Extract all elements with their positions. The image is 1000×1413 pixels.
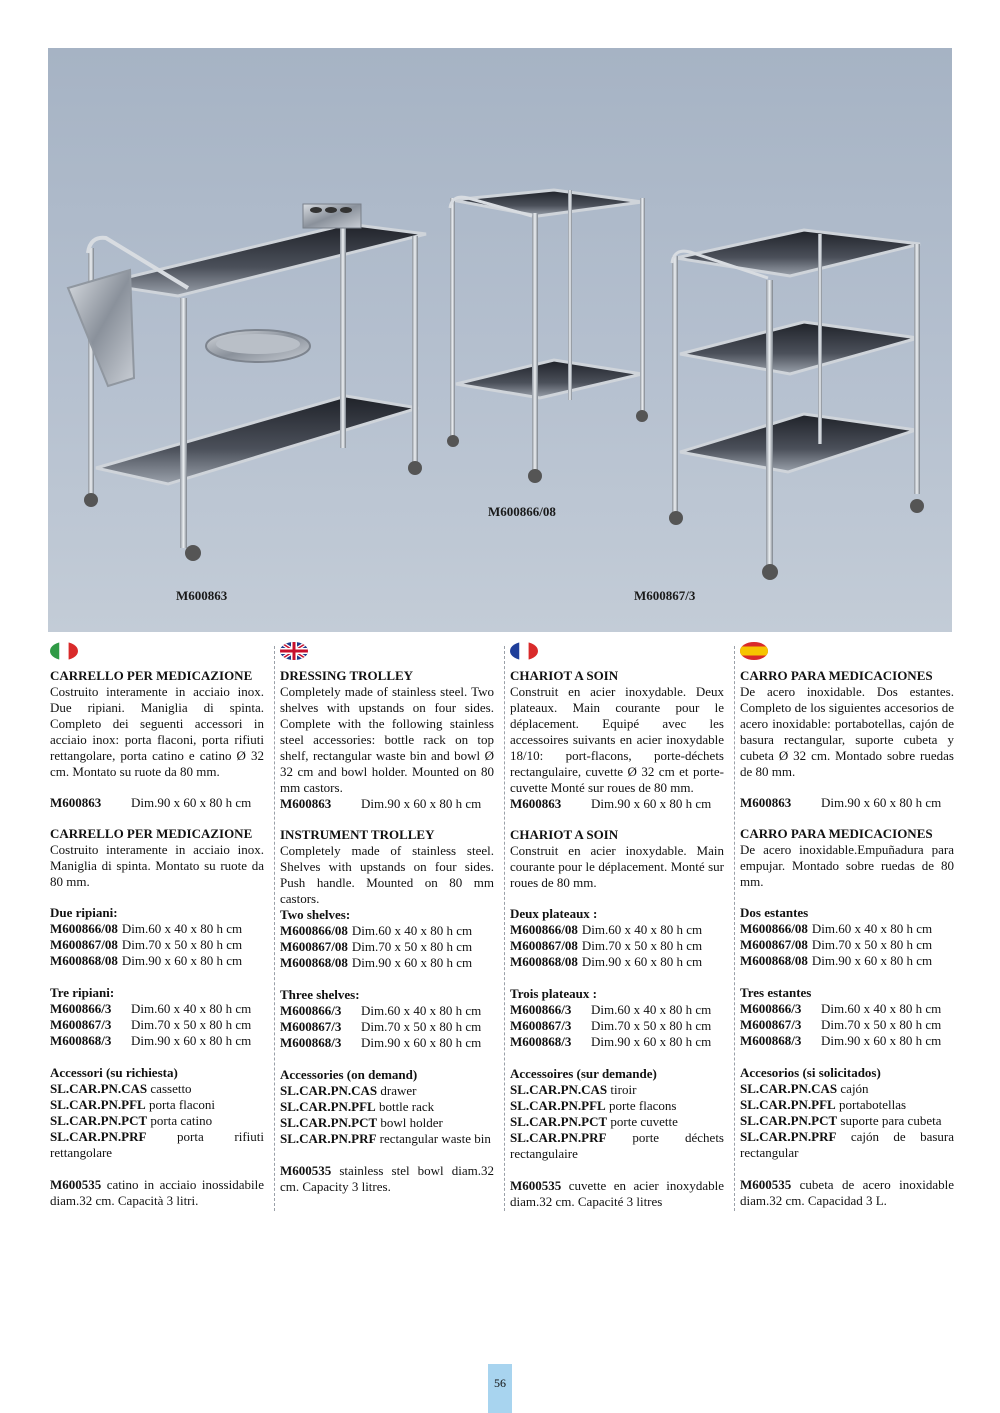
spacer <box>50 780 264 795</box>
product-row <box>280 939 494 955</box>
section-title: DRESSING TROLLEY <box>280 668 414 683</box>
column-french <box>510 642 724 1212</box>
product-row <box>510 938 724 954</box>
product-code: M600868/08 <box>50 953 118 968</box>
product-row <box>740 795 954 811</box>
product-code: M600867/3 <box>740 1017 802 1032</box>
accessory-item <box>50 1081 264 1097</box>
product-row <box>50 795 264 811</box>
product-dimensions: Dim.90 x 60 x 80 h cm <box>821 1033 942 1048</box>
accessory-item <box>280 1099 494 1115</box>
product-dimensions: Dim.90 x 60 x 80 h cm <box>361 1035 482 1050</box>
accessory-item <box>510 1098 724 1114</box>
accessory-code: SL.CAR.PN.CAS <box>510 1082 608 1097</box>
spacer <box>740 969 954 985</box>
section-title: CHARIOT A SOIN <box>510 668 619 683</box>
product-row <box>50 1001 264 1017</box>
product-code: M600863 <box>280 796 332 811</box>
bowl-code: M600535 <box>50 1177 102 1192</box>
bowl-text: cubeta de acero inoxidable diam.32 cm. Capacidad 3 L. <box>740 1177 954 1208</box>
section-title: CARRO PARA MEDICACIONES <box>740 668 933 683</box>
description: Construit en acier inoxydable. Main courante pour le déplacement. Monté sur roues de 80 mm. <box>510 843 724 890</box>
column-divider <box>734 646 735 1211</box>
product-row <box>740 1033 954 1049</box>
caption-right: M600867/3 <box>634 588 696 603</box>
product-dimensions: Dim.90 x 60 x 80 h cm <box>131 1033 252 1048</box>
bowl-item <box>510 1178 724 1210</box>
description: Costruito interamente in acciaio inox. Due ripiani. Maniglia di spinta. Completo dei seguenti accessori in acciaio inox: porta flaconi, porta rifiuti rettangolare, porta catino e catino Ø 32 cm. Montato su ruote da 80 mm. <box>50 684 264 779</box>
accessory-item <box>740 1113 954 1129</box>
product-code: M600868/3 <box>740 1033 802 1048</box>
group-label: Three shelves: <box>280 987 360 1002</box>
product-code: M600868/3 <box>510 1034 572 1049</box>
accessory-item <box>50 1097 264 1113</box>
accessory-code: SL.CAR.PN.PCT <box>280 1115 378 1130</box>
section-title: CARRO PARA MEDICACIONES <box>740 826 933 841</box>
column-italian <box>50 642 264 1212</box>
product-row <box>510 1002 724 1018</box>
trolleys-illustration <box>48 48 952 632</box>
spacer <box>50 811 264 826</box>
accessory-text: porte cuvette <box>610 1114 678 1129</box>
product-dimensions: Dim.70 x 50 x 80 h cm <box>811 937 933 952</box>
accessory-item <box>50 1113 264 1129</box>
spacer <box>50 1161 264 1177</box>
accessory-code: SL.CAR.PN.CAS <box>50 1081 148 1096</box>
product-dimensions: Dim.90 x 60 x 80 h cm <box>361 796 482 811</box>
accessory-item <box>510 1114 724 1130</box>
product-row <box>740 1001 954 1017</box>
product-row <box>510 954 724 970</box>
bowl-text: stainless stel bowl diam.32 cm. Capacity 3 litres. <box>280 1163 494 1194</box>
accessory-text: porte déchets rectangulaire <box>510 1130 724 1161</box>
spacer <box>280 1147 494 1163</box>
trolley-right <box>669 230 924 580</box>
product-row <box>280 1003 494 1019</box>
accessory-code: SL.CAR.PN.PRF <box>510 1130 607 1145</box>
product-row <box>280 955 494 971</box>
accessory-item <box>280 1115 494 1131</box>
accessory-text: bowl holder <box>380 1115 443 1130</box>
accessory-text: rectangular waste bin <box>379 1131 491 1146</box>
product-dimensions: Dim.90 x 60 x 80 h cm <box>581 954 703 969</box>
product-dimensions: Dim.90 x 60 x 80 h cm <box>121 953 243 968</box>
column-spanish <box>740 642 954 1212</box>
product-dimensions: Dim.90 x 60 x 80 h cm <box>821 795 942 810</box>
spacer <box>280 812 494 827</box>
product-code: M600866/08 <box>510 922 578 937</box>
italy-flag-icon <box>50 642 78 660</box>
accessory-item <box>50 1129 264 1161</box>
accessory-item <box>740 1081 954 1097</box>
bowl-text: cuvette en acier inoxydable diam.32 cm. Capacité 3 litres <box>510 1178 725 1209</box>
accessory-text: porte flacons <box>608 1098 677 1113</box>
product-dimensions: Dim.90 x 60 x 80 h cm <box>591 1034 712 1049</box>
spacer <box>280 1051 494 1067</box>
accessory-code: SL.CAR.PN.PRF <box>280 1131 377 1146</box>
product-row <box>50 1033 264 1049</box>
accessory-code: SL.CAR.PN.PCT <box>740 1113 838 1128</box>
caption-left: M600863 <box>176 588 228 603</box>
spacer <box>510 1162 724 1178</box>
product-code: M600867/08 <box>50 937 118 952</box>
product-dimensions: Dim.60 x 40 x 80 h cm <box>821 1001 942 1016</box>
product-code: M600867/3 <box>50 1017 112 1032</box>
description: Construit en acier inoxydable. Deux plateaux. Main courante pour le déplacement. Equipé avec les accessoires suivants en acier inoxydable 18/10: port-flacons, porte-déchets rectangulaire, cuvette Ø 32 cm et porte-cuvette Monté sur roues de 80 mm. <box>510 684 724 795</box>
spacer <box>280 971 494 987</box>
caption-middle: M600866/08 <box>488 504 556 519</box>
product-row <box>740 1017 954 1033</box>
product-code: M600867/08 <box>740 937 808 952</box>
page-number-box <box>488 1364 512 1413</box>
product-dimensions: Dim.90 x 60 x 80 h cm <box>591 796 712 811</box>
spacer <box>740 780 954 795</box>
group-label: Tre ripiani: <box>50 985 115 1000</box>
product-row <box>280 796 494 812</box>
group-label: Tres estantes <box>740 985 812 1000</box>
description: De acero inoxidable.Empuñadura para empujar. Montado sobre ruedas de 80 mm. <box>740 842 954 889</box>
product-code: M600868/08 <box>280 955 348 970</box>
product-dimensions: Dim.70 x 50 x 80 h cm <box>581 938 703 953</box>
accessory-item <box>280 1131 494 1147</box>
product-dimensions: Dim.90 x 60 x 80 h cm <box>131 795 252 810</box>
language-columns <box>48 642 952 1212</box>
bowl-code: M600535 <box>280 1163 332 1178</box>
product-dimensions: Dim.90 x 60 x 80 h cm <box>351 955 473 970</box>
product-dimensions: Dim.60 x 40 x 80 h cm <box>361 1003 482 1018</box>
product-code: M600868/3 <box>280 1035 342 1050</box>
product-dimensions: Dim.70 x 50 x 80 h cm <box>591 1018 712 1033</box>
accessory-code: SL.CAR.PN.CAS <box>740 1081 838 1096</box>
product-photo <box>48 48 952 632</box>
accessory-text: cajón de basura rectangular <box>740 1129 954 1160</box>
trolley-middle <box>447 190 648 483</box>
product-row <box>280 923 494 939</box>
product-code: M600867/3 <box>510 1018 572 1033</box>
section-title: CARRELLO PER MEDICAZIONE <box>50 668 253 683</box>
product-code: M600867/08 <box>510 938 578 953</box>
spacer <box>510 1050 724 1066</box>
accessory-text: porta rifiuti rettangolare <box>50 1129 264 1160</box>
description: De acero inoxidable. Dos estantes. Completo de los siguientes accesorios de acero inoxidable: portabotellas, cajón de basura rectangular, suporte cubeta y cubeta Ø 32 cm. Montado sobre ruedas de 80 mm. <box>740 684 954 779</box>
product-row <box>280 1035 494 1051</box>
product-code: M600867/3 <box>280 1019 342 1034</box>
product-row <box>740 953 954 969</box>
accessory-code: SL.CAR.PN.PRF <box>740 1129 837 1144</box>
product-code: M600866/3 <box>740 1001 802 1016</box>
accessory-code: SL.CAR.PN.CAS <box>280 1083 378 1098</box>
accessory-text: porta flaconi <box>148 1097 216 1112</box>
accessory-text: cassetto <box>150 1081 192 1096</box>
accessory-item <box>510 1130 724 1162</box>
bowl-code: M600535 <box>740 1177 792 1192</box>
accessory-code: SL.CAR.PN.PRF <box>50 1129 147 1144</box>
group-label: Deux plateaux : <box>510 906 598 921</box>
product-dimensions: Dim.60 x 40 x 80 h cm <box>131 1001 252 1016</box>
product-row <box>740 937 954 953</box>
spacer <box>740 811 954 826</box>
accessory-code: SL.CAR.PN.PFL <box>740 1097 836 1112</box>
product-row <box>510 922 724 938</box>
accessory-text: bottle rack <box>378 1099 435 1114</box>
spacer <box>50 969 264 985</box>
product-row <box>510 796 724 812</box>
product-row <box>510 1034 724 1050</box>
accessory-text: cajón <box>840 1081 869 1096</box>
column-english <box>280 642 494 1212</box>
accessory-code: SL.CAR.PN.PCT <box>50 1113 148 1128</box>
spacer <box>740 1049 954 1065</box>
uk-flag-icon <box>280 642 308 660</box>
spacer <box>510 970 724 986</box>
product-row <box>50 953 264 969</box>
product-dimensions: Dim.70 x 50 x 80 h cm <box>121 937 243 952</box>
product-dimensions: Dim.60 x 40 x 80 h cm <box>811 921 933 936</box>
column-divider <box>274 646 275 1211</box>
group-label: Accesorios (si solicitados) <box>740 1065 881 1080</box>
accessory-code: SL.CAR.PN.PFL <box>280 1099 376 1114</box>
product-code: M600867/08 <box>280 939 348 954</box>
product-row <box>280 1019 494 1035</box>
spacer <box>510 891 724 906</box>
accessory-code: SL.CAR.PN.PFL <box>510 1098 606 1113</box>
accessory-code: SL.CAR.PN.PFL <box>50 1097 146 1112</box>
spacer <box>740 890 954 905</box>
product-dimensions: Dim.60 x 40 x 80 h cm <box>351 923 473 938</box>
spacer <box>510 812 724 827</box>
product-dimensions: Dim.70 x 50 x 80 h cm <box>361 1019 482 1034</box>
product-row <box>740 921 954 937</box>
spacer <box>740 1161 954 1177</box>
product-code: M600863 <box>740 795 792 810</box>
accessory-text: portabotellas <box>838 1097 907 1112</box>
group-label: Due ripiani: <box>50 905 118 920</box>
group-label: Dos estantes <box>740 905 809 920</box>
group-label: Accessoires (sur demande) <box>510 1066 657 1081</box>
accessory-text: tiroir <box>610 1082 637 1097</box>
spacer <box>50 1049 264 1065</box>
column-divider <box>504 646 505 1211</box>
product-dimensions: Dim.70 x 50 x 80 h cm <box>821 1017 942 1032</box>
product-row <box>50 921 264 937</box>
product-code: M600866/08 <box>50 921 118 936</box>
group-label: Trois plateaux : <box>510 986 597 1001</box>
group-label: Accessories (on demand) <box>280 1067 418 1082</box>
product-row <box>50 1017 264 1033</box>
product-code: M600866/3 <box>510 1002 572 1017</box>
product-dimensions: Dim.60 x 40 x 80 h cm <box>121 921 243 936</box>
product-dimensions: Dim.70 x 50 x 80 h cm <box>351 939 473 954</box>
accessory-code: SL.CAR.PN.PCT <box>510 1114 608 1129</box>
group-label: Two shelves: <box>280 907 351 922</box>
accessory-item <box>740 1097 954 1113</box>
trolley-left <box>68 204 426 561</box>
accessory-text: drawer <box>380 1083 417 1098</box>
product-code: M600868/3 <box>50 1033 112 1048</box>
description: Costruito interamente in acciaio inox. Maniglia di spinta. Montato su ruote da 80 mm. <box>50 842 264 889</box>
group-label: Accessori (su richiesta) <box>50 1065 178 1080</box>
product-code: M600866/3 <box>280 1003 342 1018</box>
bowl-text: catino in acciaio inossidabile diam.32 cm. Capacità 3 litri. <box>50 1177 264 1208</box>
product-dimensions: Dim.70 x 50 x 80 h cm <box>131 1017 252 1032</box>
product-code: M600866/3 <box>50 1001 112 1016</box>
accessory-item <box>740 1129 954 1161</box>
bowl-code: M600535 <box>510 1178 562 1193</box>
accessory-text: suporte para cubeta <box>840 1113 942 1128</box>
product-dimensions: Dim.60 x 40 x 80 h cm <box>591 1002 712 1017</box>
description: Completely made of stainless steel. Two shelves with upstands on four sides. Complete with the following stainless steel accessories: bottle rack on top shelf, rectangular waste bin and bowl Ø 32 cm and bowl holder. Mounted on 80 mm castors. <box>280 684 494 795</box>
bowl-item <box>50 1177 264 1209</box>
product-row <box>50 937 264 953</box>
spain-flag-icon <box>740 642 768 660</box>
spacer <box>50 890 264 905</box>
section-title: CARRELLO PER MEDICAZIONE <box>50 826 253 841</box>
product-code: M600863 <box>50 795 102 810</box>
bowl-item <box>740 1177 954 1209</box>
accessory-text: porta catino <box>150 1113 213 1128</box>
product-code: M600868/08 <box>510 954 578 969</box>
page-number: 56 <box>494 1376 506 1390</box>
accessory-item <box>510 1082 724 1098</box>
section-title: CHARIOT A SOIN <box>510 827 619 842</box>
product-code: M600868/08 <box>740 953 808 968</box>
product-dimensions: Dim.90 x 60 x 80 h cm <box>811 953 933 968</box>
product-dimensions: Dim.60 x 40 x 80 h cm <box>581 922 703 937</box>
france-flag-icon <box>510 642 538 660</box>
product-code: M600866/08 <box>280 923 348 938</box>
product-row <box>510 1018 724 1034</box>
product-code: M600866/08 <box>740 921 808 936</box>
description: Completely made of stainless steel. Shelves with upstands on four sides. Push handle. Mounted on 80 mm castors. <box>280 843 494 906</box>
accessory-item <box>280 1083 494 1099</box>
product-code: M600863 <box>510 796 562 811</box>
section-title: INSTRUMENT TROLLEY <box>280 827 435 842</box>
bowl-item <box>280 1163 494 1195</box>
